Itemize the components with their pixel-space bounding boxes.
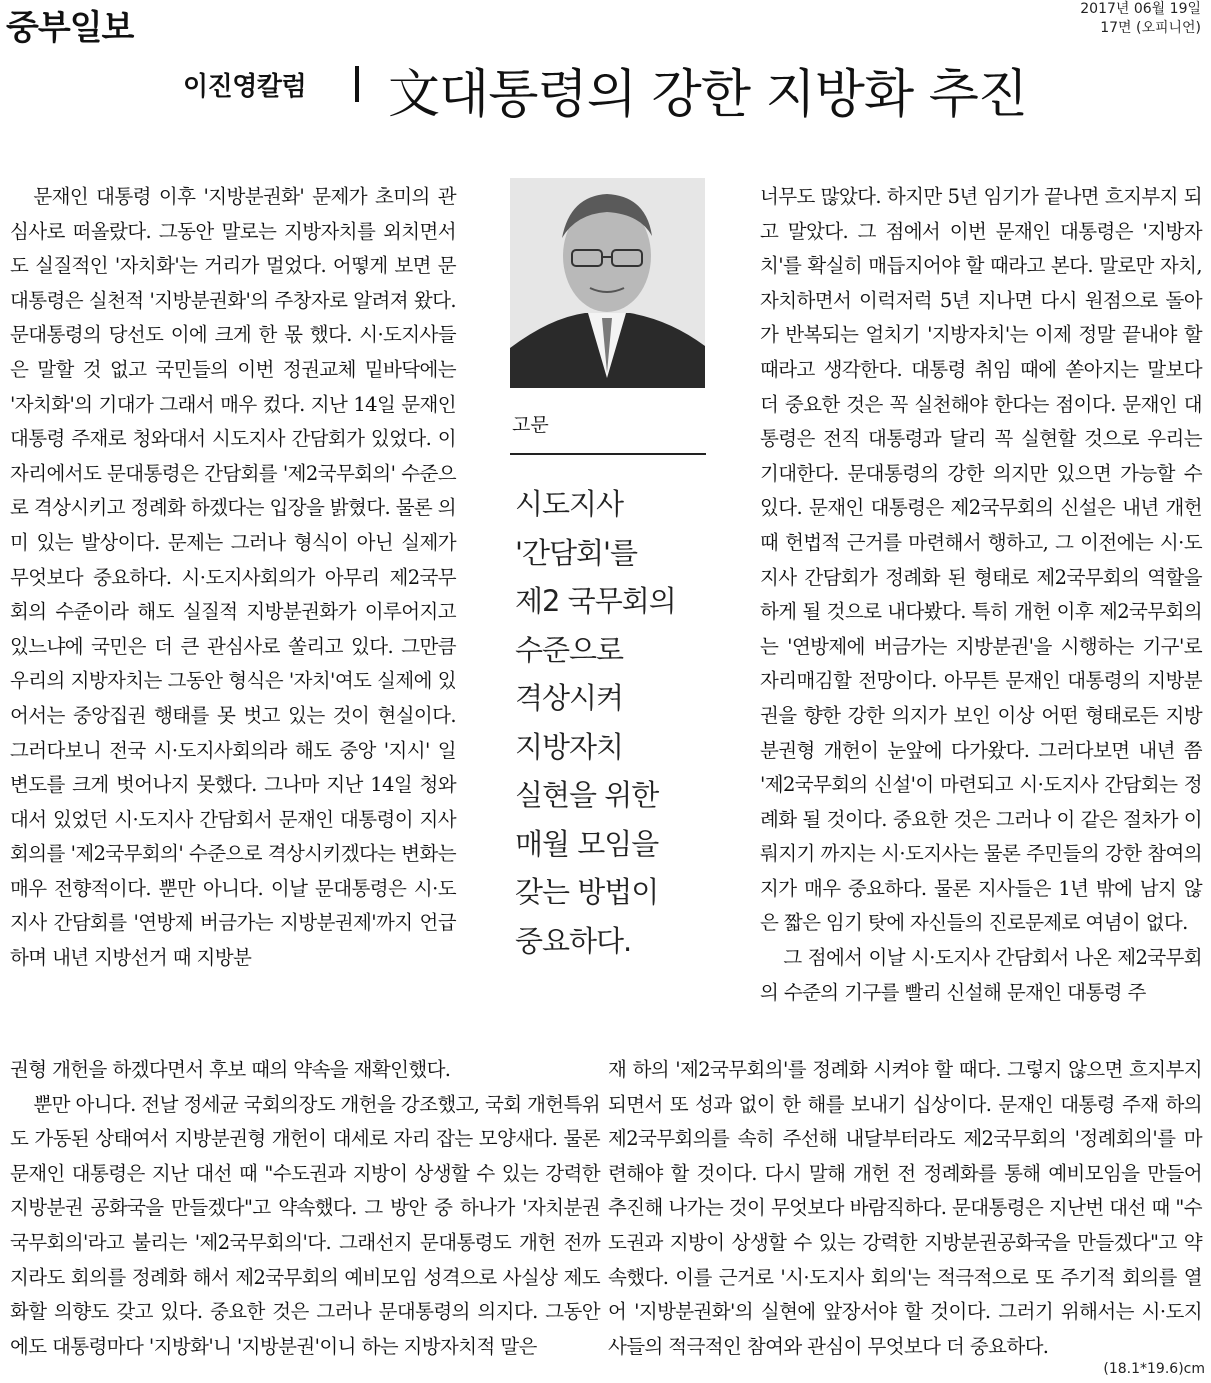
pull-quote-line: 실현을 위한 [515, 778, 659, 812]
article-paragraph: 너무도 많았다. 하지만 5년 임기가 끝나면 흐지부지 되고 말았다. 그 점에서 이번 문재인 대통령은 '지방자치'를 확실히 매듭지어야 할 때라고 본다. 말로만 자치, 자치하면서 이럭저럭 5년 지나면 다시 원점으로 돌아가 반복되는 얼치기 '지방자치'는 이제 정말 끝내야 할 때라고 생각한다. 대통령 취임 때에 쏟아지는 말보다 더 중요한 것은 꼭 실천해야 한다는 점이다. 문재인 대통령은 전직 대통령과 달리 꼭 실현할 것으로 우리는 기대한다. 문대통령의 강한 의지만 있으면 가능할 수 있다. 문재인 대통령은 제2국무회의 신설은 내년 개헌 때 헌법적 근거를 마련해서 행하고, 그 이전에는 시·도지사 간담회가 정례화 된 형태로 제2국무회의 역할을 하게 될 것으로 내다봤다. 특히 개헌 이후 제2국무회의는 '연방제에 버금가는 지방분권'을 시행하는 기구'로 자리매김할 전망이다. 아무튼 문재인 대통령의 지방분권을 향한 강한 의지가 보인 이상 어떤 형태로든 지방분권형 개헌이 눈앞에 다가왔다. 그러다보면 내년 쯤 '제2국무회의 신설'이 마련되고 시·도지사 간담회는 정례화 될 것이다. 중요한 것은 그러나 이 같은 절차가 이뤄지기 까지는 시·도지사는 물론 주민들의 강한 참여의지가 매우 중요하다. 물론 지사들은 1년 밖에 남지 않은 짧은 임기 탓에 자신들의 진로문제로 여념이 없다. [760, 185, 1202, 935]
pull-quote-line: 매월 모임을 [515, 826, 659, 861]
article-column-left-top [10, 180, 456, 976]
issue-meta [1080, 0, 1201, 38]
title-divider [355, 66, 359, 102]
author-title: 고문 [512, 414, 549, 436]
pull-quote-line: 수준으로 [515, 632, 624, 667]
author-photo [510, 178, 705, 388]
article-paragraph: 그 점에서 이날 시·도지사 간담회서 나온 제2국무회의 수준의 기구를 빨리 신설해 문재인 대통령 주 [760, 946, 1202, 1004]
article-paragraph: 재 하의 '제2국무회의'를 정례화 시켜야 할 때다. 그렇지 않으면 흐지부지 되면서 또 성과 없이 한 해를 보내기 십상이다. 문재인 대통령 주재 하의 제2국무회의를 속히 주선해 내달부터라도 제2국무회의 '정례회의'를 마련해야 할 것이다. 다시 말해 개헌 전 정례화를 통해 예비모임을 만들어 추진해 나가는 것이 무엇보다 바람직하다. 문대통령은 지난번 대선 때 "수도권과 지방이 상생할 수 있는 강력한 지방분권공화국을 만들겠다"고 약속했다. 이를 근거로 '시·도지사 회의'는 적극적으로 또 주기적 회의를 열어 '지방분권화'의 실현에 앞장서야 할 것이다. 그러기 위해서는 시·도지사들의 적극적인 참여와 관심이 무엇보다 더 중요하다. [608, 1058, 1202, 1358]
article-column-left-bottom [10, 1053, 600, 1364]
article-column-right-top [760, 180, 1202, 1010]
page-section: 17면 (오피니언) [1100, 20, 1201, 36]
pull-quote-line: 중요하다. [515, 923, 632, 958]
issue-date: 2017년 06월 19일 [1080, 1, 1201, 17]
pull-quote-line: '간담회'를 [515, 535, 638, 570]
article-paragraph: 문재인 대통령 이후 '지방분권화' 문제가 초미의 관심사로 떠올랐다. 그동안 말로는 지방자치를 외치면서도 실질적인 '자치화'는 거리가 멀었다. 어떻게 보면 문대통령은 실천적 '지방분권화'의 주창자로 알려져 왔다. 문대통령의 당선도 이에 크게 한 몫 했다. 시·도지사들은 말할 것 없고 국민들의 이번 정권교체 밑바닥에는 '자치화'의 기대가 그래서 매우 컸다. 지난 14일 문재인 대통령 주재로 청와대서 시도지사 간담회가 있었다. 이 자리에서도 문대통령은 간담회를 '제2국무회의' 수준으로 격상시키고 정례화 하겠다는 입장을 밝혔다. 물론 의미 있는 발상이다. 문제는 그러나 형식이 아닌 실제가 무엇보다 중요하다. 시·도지사회의가 아무리 제2국무회의 수준이라 해도 실질적 지방분권화가 이루어지고 있느냐에 국민은 더 큰 관심사로 쏠리고 있다. 그만큼 우리의 지방자치는 그동안 형식은 '자치'여도 실제에 있어서는 중앙집권 행태를 못 벗고 있는 것이 현실이다. 그러다보니 전국 시·도지사회의라 해도 중앙 '지시' 일변도를 크게 벗어나지 못했다. 그나마 지난 14일 청와대서 있었던 시·도지사 간담회서 문재인 대통령이 지사회의를 '제2국무회의' 수준으로 격상시키겠다는 변화는 매우 전향적이다. 뿐만 아니다. 이날 문대통령은 시·도지사 간담회를 '연방제 버금가는 지방분권제'까지 언급하며 내년 지방선거 때 지방분 [10, 185, 457, 970]
pull-quote-line: 제2 국무회의 [515, 584, 676, 618]
article-column-right-bottom [608, 1053, 1202, 1364]
pull-quote [515, 480, 705, 965]
columnist-label: 이진영칼럼 [183, 72, 307, 102]
column-title-bar [0, 52, 1211, 128]
masthead: 중부일보 [6, 8, 134, 48]
caption-rule [510, 453, 706, 455]
portrait-image [510, 178, 705, 388]
pull-quote-line: 지방자치 [515, 729, 624, 764]
article-paragraph: 뿐만 아니다. 전날 정세균 국회의장도 개헌을 강조했고, 국회 개헌특위도 가동된 상태여서 지방분권형 개헌이 대세로 자리 잡는 모양새다. 물론 문재인 대통령은 지난 대선 때 "수도권과 지방이 상생할 수 있는 강력한 지방분권 공화국을 만들겠다"고 약속했다. 그 방안 중 하나가 '자치분권 국무회의'라고 불리는 '제2국무회의'다. 그래선지 문대통령도 개헌 전까지라도 회의를 정례화 해서 제2국무회의 예비모임 성격으로 사실상 제도화할 의향도 갖고 있다. 중요한 것은 그러나 문대통령의 의지다. 그동안에도 대통령마다 '지방화'니 '지방분권'이니 하는 지방자치적 말은 [10, 1092, 601, 1358]
pull-quote-line: 격상시켜 [515, 681, 624, 715]
pull-quote-line: 시도지사 [515, 487, 624, 521]
pull-quote-line: 갖는 방법이 [515, 875, 659, 909]
page-title: 文대통령의 강한 지방화 추진 [388, 65, 1028, 125]
size-note: (18.1*19.6)cm [1103, 1361, 1205, 1377]
article-paragraph: 권형 개헌을 하겠다면서 후보 때의 약속을 재확인했다. [10, 1058, 451, 1081]
